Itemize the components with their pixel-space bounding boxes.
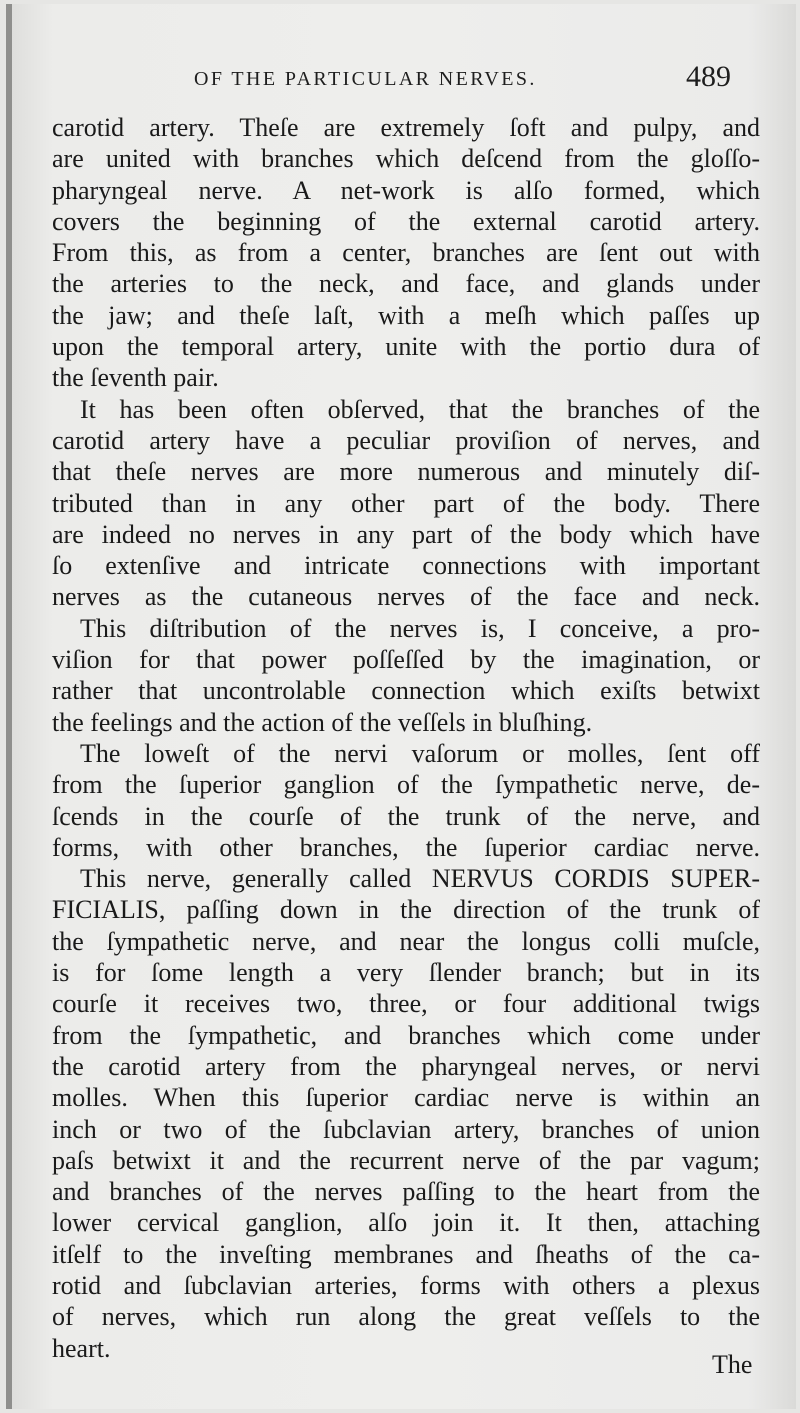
text-line: From this, as from a center, branches are ſent out with xyxy=(52,238,760,268)
text-line: is for ſome length a very ſlender branch; but in its xyxy=(52,958,760,988)
text-line: the jaw; and theſe laſt, with a meſh which paſſes up xyxy=(52,300,760,330)
text-line: courſe it receives two, three, or four additional twigs xyxy=(52,989,760,1019)
text-line: pharyngeal nerve. A net-work is alſo formed, which xyxy=(52,175,760,205)
text-line: carotid artery have a peculiar proviſion of nerves, and xyxy=(52,425,760,455)
text-line: are indeed no nerves in any part of the body which have xyxy=(52,519,760,549)
text-line: that theſe nerves are more numerous and minutely diſ- xyxy=(52,457,760,487)
text-line: This diſtribution of the nerves is, I conceive, a pro- xyxy=(80,613,760,643)
text-line: heart. xyxy=(52,1333,111,1363)
body-text xyxy=(52,112,760,1364)
catchword: The xyxy=(712,1350,753,1379)
text-line: the carotid artery from the pharyngeal nerves, or nervi xyxy=(52,1051,760,1081)
text-line: molles. When this ſuperior cardiac nerve is within an xyxy=(52,1083,760,1113)
text-line: The loweſt of the nervi vaſorum or molles, ſent off xyxy=(80,738,760,768)
text-line: lower cervical ganglion, alſo join it. It then, attaching xyxy=(52,1208,760,1238)
text-line: upon the temporal artery, unite with the portio dura of xyxy=(52,332,760,362)
text-line: from the ſuperior ganglion of the ſympathetic nerve, de- xyxy=(52,770,760,800)
text-line: nerves as the cutaneous nerves of the face and neck. xyxy=(52,582,760,612)
text-line: are united with branches which deſcend from the gloſſo- xyxy=(52,144,760,174)
text-line: of nerves, which run along the great veſſels to the xyxy=(52,1302,760,1332)
page-number: 489 xyxy=(686,60,731,93)
text-line: This nerve, generally called NERVUS CORDIS SUPER- xyxy=(80,864,760,894)
text-line: FICIALIS, paſſing down in the direction of the trunk of xyxy=(52,895,760,925)
book-page xyxy=(6,4,796,1409)
text-line: inch or two of the ſubclavian artery, branches of union xyxy=(52,1114,760,1144)
text-line: forms, with other branches, the ſuperior cardiac nerve. xyxy=(52,832,760,862)
text-line: tributed than in any other part of the body. There xyxy=(52,488,760,518)
text-line: itſelf to the inveſting membranes and ſheaths of the ca- xyxy=(52,1239,760,1269)
text-line: paſs betwixt it and the recurrent nerve of the par vagum; xyxy=(52,1145,760,1175)
text-line: the feelings and the action of the veſſels in bluſhing. xyxy=(52,707,593,737)
text-line: ſo extenſive and intricate connections with important xyxy=(52,551,760,581)
text-line: covers the beginning of the external carotid artery. xyxy=(52,206,760,236)
text-line: viſion for that power poſſeſſed by the imagination, or xyxy=(52,645,760,675)
running-title: OF THE PARTICULAR NERVES. xyxy=(194,68,537,90)
text-line: rotid and ſubclavian arteries, forms with others a plexus xyxy=(52,1270,760,1300)
text-line: the ſeventh pair. xyxy=(52,363,219,393)
text-line: from the ſympathetic, and branches which come under xyxy=(52,1020,760,1050)
text-line: the ſympathetic nerve, and near the longus colli muſcle, xyxy=(52,926,760,956)
text-line: ſcends in the courſe of the trunk of the nerve, and xyxy=(52,801,760,831)
page-edge-shadow xyxy=(6,4,12,1409)
text-line: carotid artery. Theſe are extremely ſoft and pulpy, and xyxy=(52,113,760,142)
text-line: It has been often obſerved, that the branches of the xyxy=(80,394,760,424)
text-line: and branches of the nerves paſſing to the heart from the xyxy=(52,1177,760,1207)
text-line: the arteries to the neck, and face, and glands under xyxy=(52,269,760,299)
text-line: rather that uncontrolable connection which exiſts betwixt xyxy=(52,676,760,706)
